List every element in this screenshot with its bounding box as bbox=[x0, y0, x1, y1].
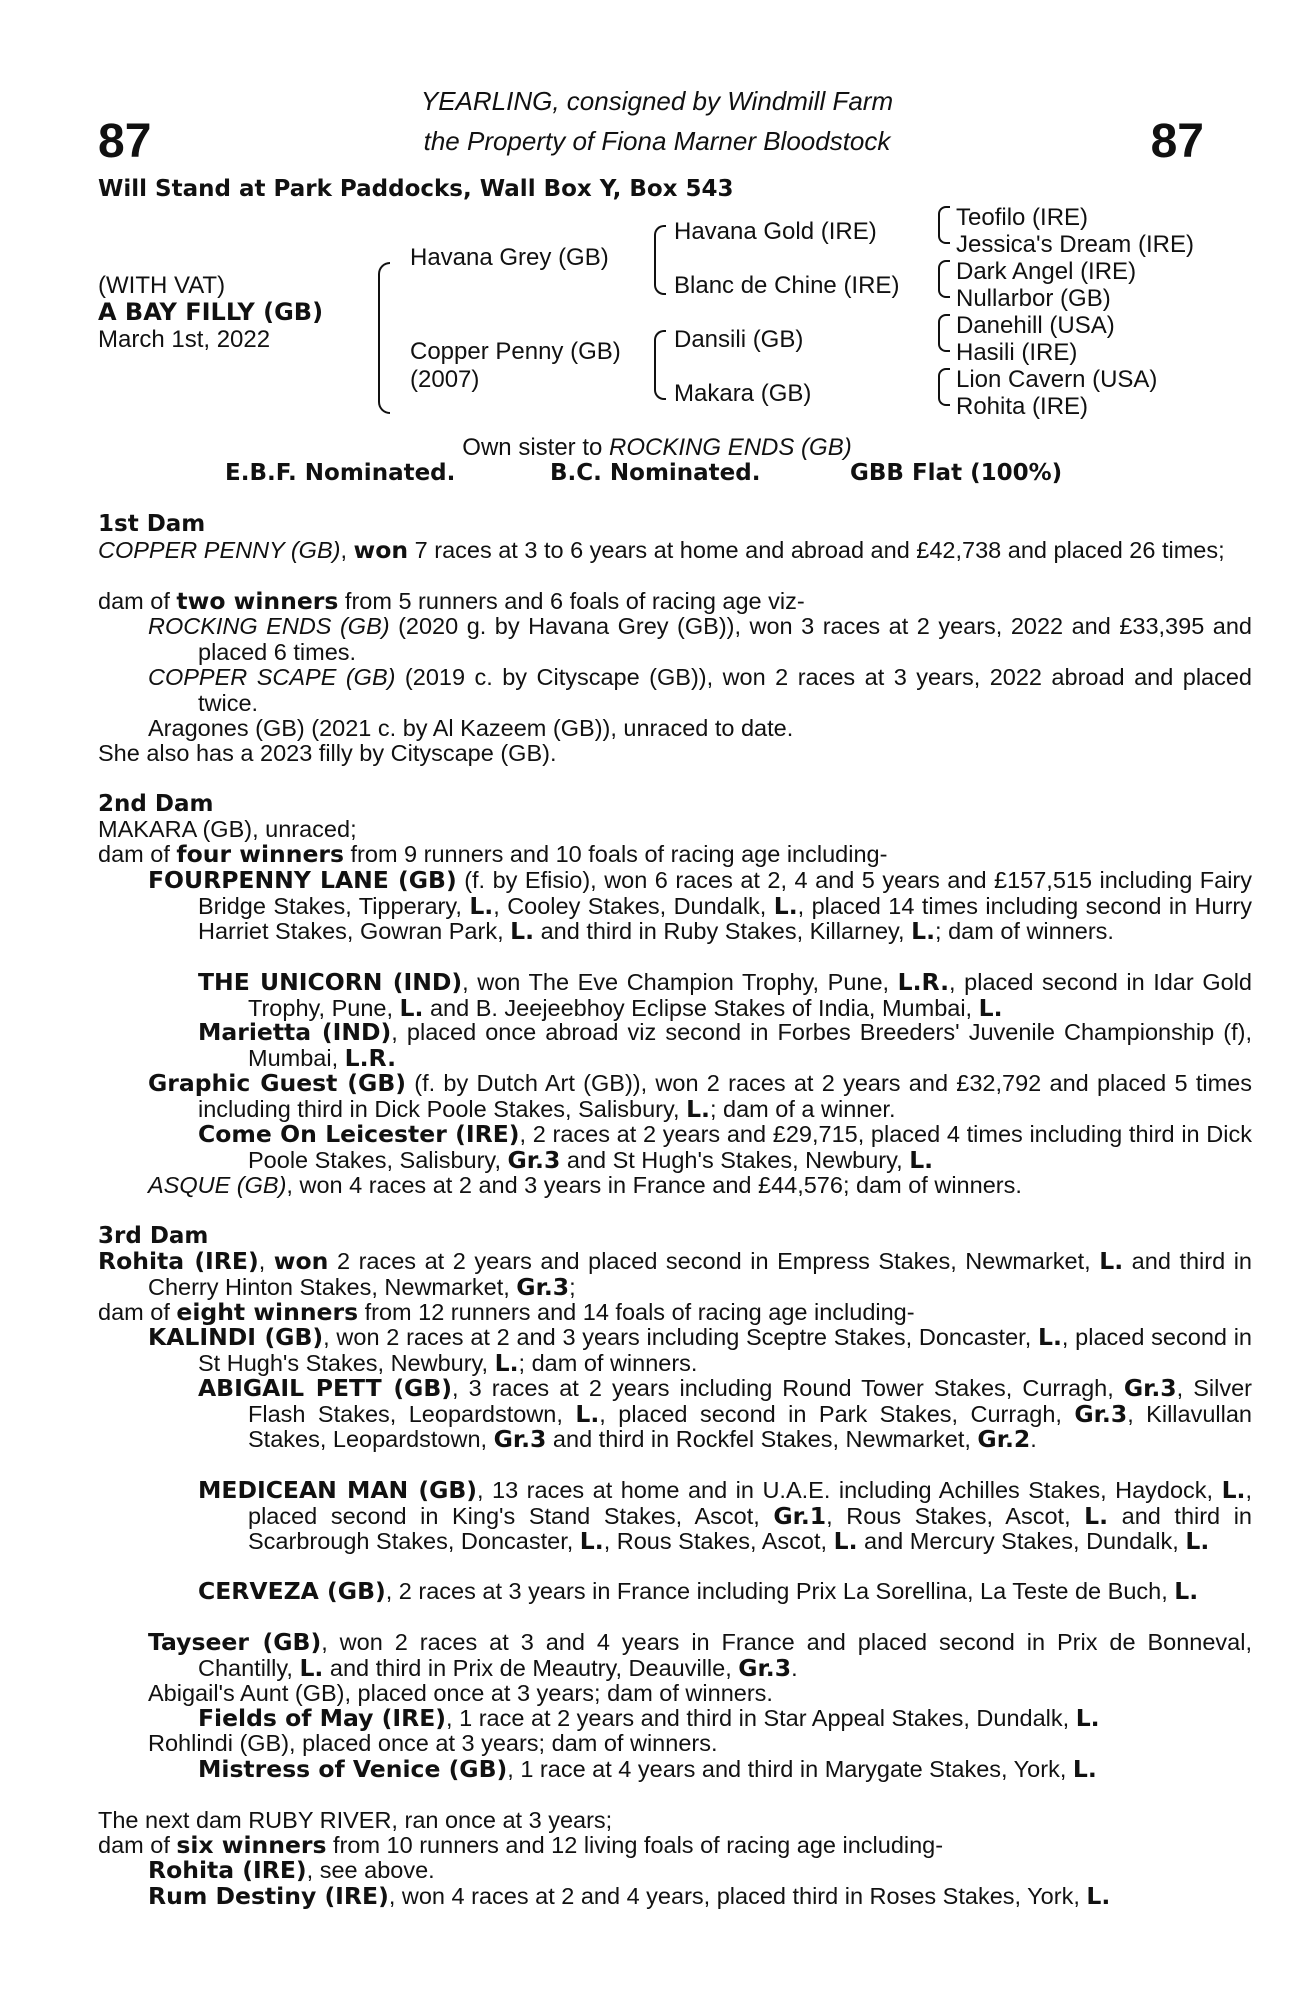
grandsire-3: Dark Angel (IRE) bbox=[956, 258, 1137, 285]
progeny-entry: Come On Leicester (IRE), 2 races at 2 years and £29,715, placed 4 times including third in Dick Poole Stakes, Salisbury, Gr.3 and St Hugh's Stakes, Newbury, L. bbox=[198, 1120, 1252, 1174]
vat-note: (WITH VAT) bbox=[98, 272, 226, 299]
progeny-entry: THE UNICORN (IND), won The Eve Champion Trophy, Pune, L.R., placed second in Idar Gold Trophy, Pune, L. and B. Jeejeebhoy Eclipse Stakes of India, Mumbai, L. bbox=[198, 968, 1252, 1022]
dam: Copper Penny (GB) bbox=[410, 338, 621, 365]
sire: Havana Grey (GB) bbox=[410, 244, 609, 271]
grandsire-8: Rohita (IRE) bbox=[956, 393, 1089, 420]
grandsire-5: Danehill (USA) bbox=[956, 312, 1115, 339]
progeny-entry: Mistress of Venice (GB), 1 race at 4 years and third in Marygate Stakes, York, L. bbox=[198, 1755, 1097, 1783]
progeny-entry: KALINDI (GB), won 2 races at 2 and 3 years including Sceptre Stakes, Doncaster, L., placed second in St Hugh's Stakes, Newbury, L.; dam of winners. bbox=[148, 1323, 1253, 1377]
first-dam-heading: 1st Dam bbox=[98, 511, 206, 537]
sire-dam: Blanc de Chine (IRE) bbox=[674, 272, 900, 299]
first-dam-line: COPPER PENNY (GB), won 7 races at 3 to 6 years at home and abroad and £42,738 and placed 26 times; bbox=[98, 536, 1225, 564]
progeny-entry: FOURPENNY LANE (GB) (f. by Efisio), won 6 races at 2, 4 and 5 years and £157,515 including Fairy Bridge Stakes, Tipperary, L., Cooley Stakes, Dundalk, L., placed 14 times including second in Hurry Harriet Stakes, Gowran Park, L. and third in Ruby Stakes, Killarney, L.; dam of winners. bbox=[148, 866, 1252, 946]
progeny-entry: ROCKING ENDS (GB) (2020 g. by Havana Grey (GB)), won 3 races at 2 years, 2022 and £33,395 and placed 6 times. bbox=[148, 613, 1252, 665]
pedigree-brace-g1 bbox=[938, 206, 950, 244]
sister-note: Own sister to ROCKING ENDS (GB) bbox=[462, 434, 852, 461]
dam-sire: Dansili (GB) bbox=[674, 326, 804, 353]
progeny-entry: CERVEZA (GB), 2 races at 3 years in France including Prix La Sorellina, La Teste de Buch, L. bbox=[198, 1577, 1199, 1605]
gbb-note: GBB Flat (100%) bbox=[850, 460, 1063, 486]
third-dam-line: Rohita (IRE), won 2 races at 2 years and placed second in Empress Stakes, Newmarket, L. and third in Cherry Hinton Stakes, Newmarket, Gr.3; bbox=[98, 1247, 1252, 1301]
grandsire-1: Teofilo (IRE) bbox=[956, 204, 1089, 231]
third-dam-line: dam of eight winners from 12 runners and 14 foals of racing age including- bbox=[98, 1298, 915, 1326]
progeny-entry: ABIGAIL PETT (GB), 3 races at 2 years including Round Tower Stakes, Curragh, Gr.3, Silver Flash Stakes, Leopardstown, L., placed second in Park Stakes, Curragh, Gr.3, Killavullan Stakes, Leopardstown, Gr.3 and third in Rockfel Stakes, Newmarket, Gr.2. bbox=[198, 1374, 1252, 1454]
progeny-entry: Abigail's Aunt (GB), placed once at 3 years; dam of winners. bbox=[148, 1680, 773, 1706]
progeny-entry: Marietta (IND), placed once abroad viz second in Forbes Breeders' Juvenile Championship (f), Mumbai, L.R. bbox=[198, 1018, 1253, 1072]
second-dam-heading: 2nd Dam bbox=[98, 791, 214, 817]
progeny-entry: Aragones (GB) (2021 c. by Al Kazeem (GB)), unraced to date. bbox=[148, 715, 794, 741]
next-dam-line: dam of six winners from 10 runners and 12 living foals of racing age including- bbox=[98, 1831, 944, 1859]
pedigree-brace-g3 bbox=[938, 314, 950, 352]
pedigree-brace-sire bbox=[654, 225, 666, 295]
grandsire-7: Lion Cavern (USA) bbox=[956, 366, 1158, 393]
horse-name: A BAY FILLY (GB) bbox=[98, 298, 324, 326]
pedigree-brace-g2 bbox=[938, 260, 950, 298]
progeny-entry: ASQUE (GB), won 4 races at 2 and 3 years in France and £44,576; dam of winners. bbox=[148, 1172, 1022, 1198]
grandsire-6: Hasili (IRE) bbox=[956, 339, 1078, 366]
second-dam-line: MAKARA (GB), unraced; bbox=[98, 816, 357, 842]
ebf-note: E.B.F. Nominated. bbox=[225, 460, 456, 486]
progeny-entry: Rum Destiny (IRE), won 4 races at 2 and 4 years, placed third in Roses Stakes, York, L. bbox=[148, 1882, 1111, 1910]
foaling-date: March 1st, 2022 bbox=[98, 326, 271, 353]
consignor-line-2: the Property of Fiona Marner Bloodstock bbox=[423, 126, 891, 156]
progeny-entry: Graphic Guest (GB) (f. by Dutch Art (GB)), won 2 races at 2 years and £32,792 and placed 5 times including third in Dick Poole Stakes, Salisbury, L.; dam of a winner. bbox=[148, 1069, 1252, 1123]
grandsire-4: Nullarbor (GB) bbox=[956, 285, 1111, 312]
progeny-entry: COPPER SCAPE (GB) (2019 c. by Cityscape (GB)), won 2 races at 3 years, 2022 abroad and placed twice. bbox=[148, 664, 1252, 716]
grandsire-2: Jessica's Dream (IRE) bbox=[956, 231, 1194, 258]
progeny-entry: Rohlindi (GB), placed once at 3 years; dam of winners. bbox=[148, 1730, 718, 1756]
progeny-entry: Tayseer (GB), won 2 races at 3 and 4 years in France and placed second in Prix de Bonneval, Chantilly, L. and third in Prix de Meautry, Deauville, Gr.3. bbox=[148, 1628, 1252, 1682]
lot-number-right: 87 bbox=[1150, 115, 1204, 168]
progeny-entry: Fields of May (IRE), 1 race at 2 years and third in Star Appeal Stakes, Dundalk, L. bbox=[198, 1704, 1100, 1732]
first-dam-note: She also has a 2023 filly by Cityscape (GB). bbox=[98, 740, 557, 766]
stand-location: Will Stand at Park Paddocks, Wall Box Y, Box 543 bbox=[98, 176, 734, 202]
bc-note: B.C. Nominated. bbox=[550, 460, 761, 486]
progeny-entry: Rohita (IRE), see above. bbox=[148, 1856, 435, 1884]
progeny-entry: MEDICEAN MAN (GB), 13 races at home and in U.A.E. including Achilles Stakes, Haydock, L., placed second in King's Stand Stakes, Ascot, Gr.1, Rous Stakes, Ascot, L. and third in Scarbrough Stakes, Doncaster, L., Rous Stakes, Ascot, L. and Mercury Stakes, Dundalk, L. bbox=[198, 1476, 1252, 1556]
consignor-line-1: YEARLING, consigned by Windmill Farm bbox=[420, 86, 894, 116]
lot-number-left: 87 bbox=[98, 115, 152, 168]
next-dam-line: The next dam RUBY RIVER, ran once at 3 years; bbox=[98, 1807, 613, 1833]
pedigree-brace-main bbox=[378, 262, 390, 414]
sire-sire: Havana Gold (IRE) bbox=[674, 218, 877, 245]
dam-dam: Makara (GB) bbox=[674, 380, 812, 407]
dam-year: (2007) bbox=[410, 366, 480, 393]
third-dam-heading: 3rd Dam bbox=[98, 1223, 209, 1249]
pedigree-brace-g4 bbox=[938, 368, 950, 406]
second-dam-line: dam of four winners from 9 runners and 10 foals of racing age including- bbox=[98, 840, 888, 868]
pedigree-brace-dam bbox=[654, 330, 666, 400]
first-dam-line: dam of two winners from 5 runners and 6 foals of racing age viz- bbox=[98, 587, 805, 615]
